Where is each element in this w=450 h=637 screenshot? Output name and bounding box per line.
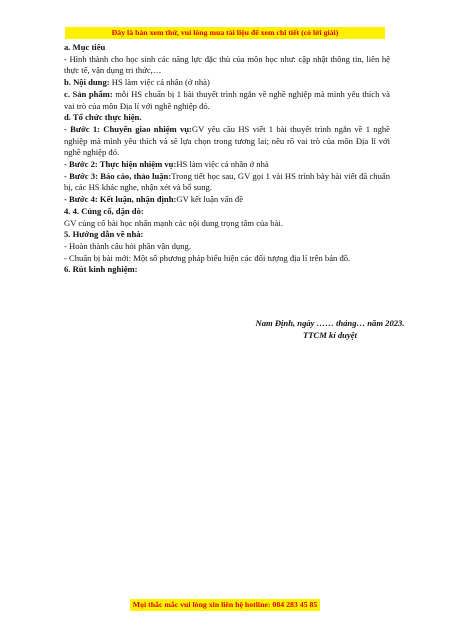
step-2-label: - Bước 2: Thực hiện nhiệm vụ: bbox=[64, 159, 177, 170]
section-b bbox=[64, 77, 390, 89]
section-c bbox=[64, 89, 390, 112]
signature-date: Nam Định, ngày …… tháng… năm 2023. bbox=[255, 318, 405, 328]
step-4 bbox=[64, 194, 390, 206]
section-c-label: c. Sản phẩm: bbox=[64, 88, 113, 99]
section-4-text: GV củng cố bài học nhấn mạnh các nội dung trọng tâm của bài. bbox=[64, 217, 283, 228]
step-1-label: - Bước 1: Chuyển giao nhiệm vụ: bbox=[64, 123, 192, 134]
section-b-text: HS làm việc cá nhân (ở nhà) bbox=[109, 77, 210, 88]
hotline-footer: Mọi thắc mắc vui lòng xin liên hệ hotline: 084 283 45 85 bbox=[130, 599, 320, 611]
lesson-content bbox=[64, 42, 390, 276]
section-5-item-1: - Hoàn thành câu hỏi phần vận dụng. bbox=[64, 240, 191, 251]
preview-banner: Đây là bản xem thử, vui lòng mua tài liệu để xem chi tiết (có lời giải) bbox=[65, 27, 385, 39]
section-5-title: 5. Hướng dẫn về nhà: bbox=[64, 229, 144, 240]
step-3-label: - Bước 3: Báo cáo, thảo luận: bbox=[64, 170, 172, 181]
section-5-item-2: - Chuẩn bị bài mới: Một số phương pháp biểu hiện các đối tượng địa lí trên bản đồ. bbox=[64, 252, 351, 263]
step-1-text: GV yêu cầu HS viết 1 bài thuyết trình ngắn về 1 nghề nghiệp mà mình yêu thích và sẽ lựa chọn trong tương lai; nêu rõ vai trò của môn Địa lí với nghề nghiệp đó. bbox=[64, 123, 390, 158]
section-a-text: - Hình thành cho học sinh các năng lực đặc thù của môn học như: cập nhật thông tin, liên hệ thực tế, vận dụng tri thức,… bbox=[64, 53, 390, 76]
section-a-title: a. Mục tiêu bbox=[64, 42, 106, 52]
section-6-title: 6. Rút kinh nghiệm: bbox=[64, 264, 138, 275]
step-4-text: GV kết luận vấn đề bbox=[176, 194, 244, 205]
step-2 bbox=[64, 159, 390, 171]
step-2-text: HS làm việc cá nhân ở nhà bbox=[176, 159, 269, 170]
step-4-label: - Bước 4: Kết luận, nhận định: bbox=[64, 194, 177, 205]
section-d-title: d. Tổ chức thực hiện. bbox=[64, 112, 142, 123]
step-1 bbox=[64, 124, 390, 159]
section-4-title: 4. 4. Củng cố, dặn dò: bbox=[64, 205, 144, 216]
step-3 bbox=[64, 171, 390, 194]
section-c-text: mỗi HS chuẩn bị 1 bài thuyết trình ngắn về nghề nghiệp mà mình yêu thích và vai trò của môn Địa lí với nghề nghiệp đó. bbox=[64, 88, 390, 111]
section-b-label: b. Nội dung: bbox=[64, 77, 110, 88]
step-3-text: Trong tiết học sau, GV gọi 1 vài HS trình bày bài viết đã chuẩn bị, các HS khác nghe, nhận xét và bổ sung. bbox=[64, 170, 390, 193]
signature-approver: TTCM kí duyệt bbox=[303, 330, 357, 340]
